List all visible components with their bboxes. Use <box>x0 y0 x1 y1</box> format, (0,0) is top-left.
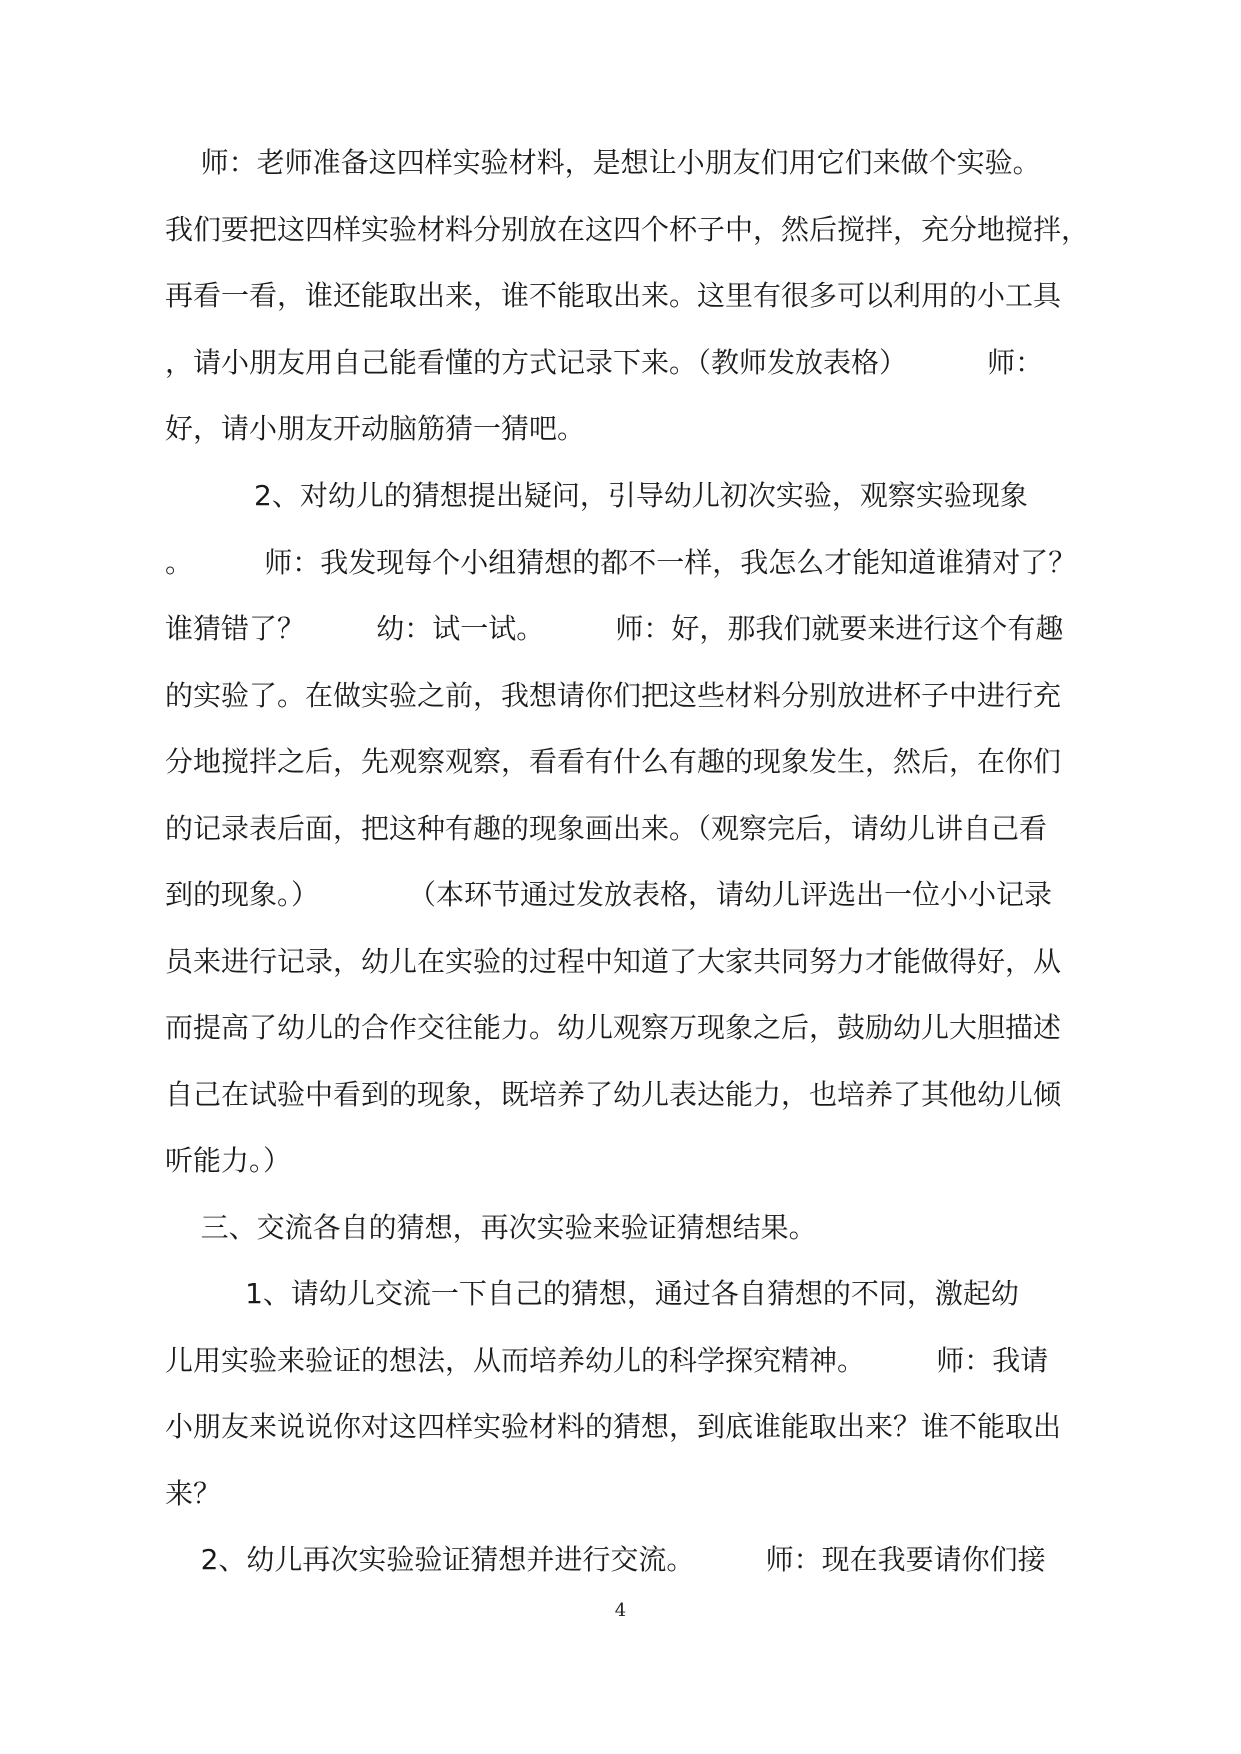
text-line: 再看一看，谁还能取出来，谁不能取出来。这里有很多可以利用的小工具 <box>165 279 1062 312</box>
text-line: 自己在试验中看到的现象，既培养了幼儿表达能力，也培养了其他幼儿倾 <box>165 1078 1062 1111</box>
text-line: 。 师：我发现每个小组猜想的都不一样，我怎么才能知道谁猜对了？ <box>165 546 1077 579</box>
text-line: 2、幼儿再次实验验证猜想并进行交流。 师：现在我要请你们接 <box>165 1543 1046 1576</box>
text-line: 小朋友来说说你对这四样实验材料的猜想，到底谁能取出来？谁不能取出 <box>165 1410 1062 1443</box>
text-line: 到的现象。） （本环节通过发放表格，请幼儿评选出一位小小记录 <box>165 878 1053 911</box>
text-line: 员来进行记录，幼儿在实验的过程中知道了大家共同努力才能做得好，从 <box>165 945 1062 978</box>
text-line: 好，请小朋友开动脑筋猜一猜吧。 <box>165 412 586 445</box>
text-line: 的实验了。在做实验之前，我想请你们把这些材料分别放进杯子中进行充 <box>165 679 1062 712</box>
text-line: 2、对幼儿的猜想提出疑问，引导幼儿初次实验，观察实验现象 <box>165 479 1028 512</box>
text-line: 我们要把这四样实验材料分别放在这四个杯子中，然后搅拌，充分地搅拌， <box>165 213 1090 246</box>
text-line: ，请小朋友用自己能看懂的方式记录下来。（教师发放表格） 师： <box>165 346 1044 379</box>
text-line: 师：老师准备这四样实验材料，是想让小朋友们用它们来做个实验。 <box>165 146 1041 179</box>
section-heading: 三、交流各自的猜想，再次实验来验证猜想结果。 <box>165 1211 817 1244</box>
text-line: 听能力。） <box>165 1144 292 1177</box>
text-line: 的记录表后面，把这种有趣的现象画出来。（观察完后，请幼儿讲自己看 <box>165 812 1048 845</box>
text-line: 谁猜错了？ 幼：试一试。 师：好，那我们就要来进行这个有趣 <box>165 612 1064 645</box>
text-line: 而提高了幼儿的合作交往能力。幼儿观察万现象之后，鼓励幼儿大胆描述 <box>165 1011 1062 1044</box>
text-line: 分地搅拌之后，先观察观察，看看有什么有趣的现象发生，然后，在你们 <box>165 745 1062 778</box>
text-line: 来？ <box>165 1477 222 1510</box>
text-line: 1、请幼儿交流一下自己的猜想，通过各自猜想的不同，激起幼 <box>165 1277 1019 1310</box>
page-number: 4 <box>614 1600 627 1621</box>
text-line: 儿用实验来验证的想法，从而培养幼儿的科学探究精神。 师：我请 <box>165 1344 1049 1377</box>
